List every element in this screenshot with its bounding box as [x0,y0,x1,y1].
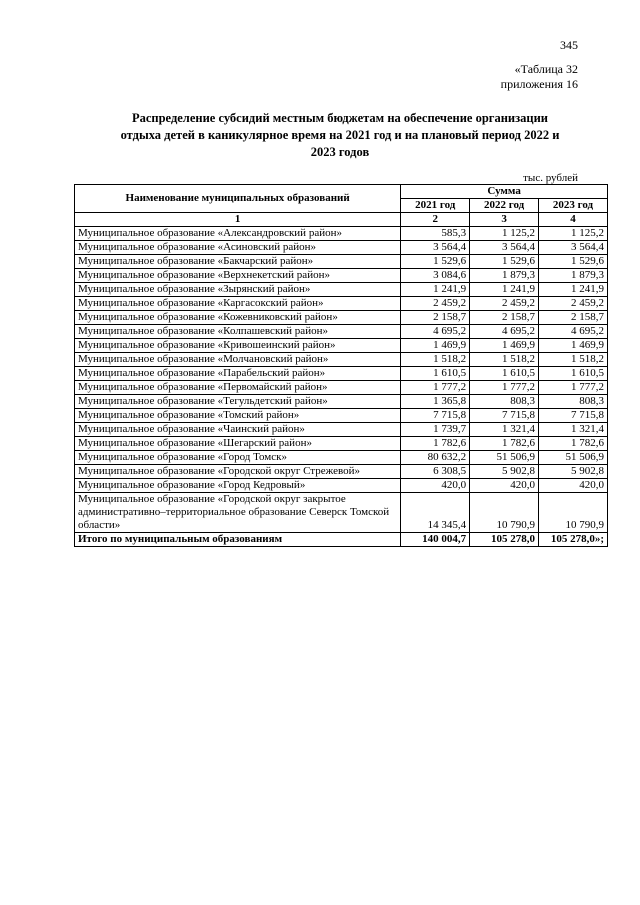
value-2021: 6 308,5 [401,465,470,479]
table-row [75,395,608,409]
value-2022: 4 695,2 [470,325,539,339]
value-2021: 1 777,2 [401,381,470,395]
value-2022: 2 459,2 [470,297,539,311]
value-2021: 1 782,6 [401,437,470,451]
municipality-name: Муниципальное образование «Бакчарский район» [75,255,401,269]
value-2023: 420,0 [539,479,608,493]
value-2022: 1 241,9 [470,283,539,297]
table-reference-line-1: «Таблица 32 [514,62,578,76]
value-2021: 1 610,5 [401,367,470,381]
table-row [75,339,608,353]
value-2021: 1 365,8 [401,395,470,409]
value-2023: 808,3 [539,395,608,409]
header-2021: 2021 год [401,199,470,213]
value-2021: 1 469,9 [401,339,470,353]
municipality-name: Муниципальное образование «Городской округ закрытое административно–территориальное образование Северск Томской области» [75,493,401,533]
value-2021: 7 715,8 [401,409,470,423]
value-2022: 1 529,6 [470,255,539,269]
total-2022: 105 278,0 [470,533,539,547]
table-row [75,353,608,367]
value-2022: 10 790,9 [470,493,539,533]
table-row [75,437,608,451]
table-row [75,409,608,423]
table-row [75,367,608,381]
value-2022: 7 715,8 [470,409,539,423]
municipality-name: Муниципальное образование «Верхнекетский район» [75,269,401,283]
municipality-name: Муниципальное образование «Каргасокский район» [75,297,401,311]
value-2022: 2 158,7 [470,311,539,325]
value-2022: 1 610,5 [470,367,539,381]
municipality-name: Муниципальное образование «Город Томск» [75,451,401,465]
value-2021: 14 345,4 [401,493,470,533]
value-2021: 4 695,2 [401,325,470,339]
table-row [75,451,608,465]
value-2023: 1 518,2 [539,353,608,367]
table-row [75,297,608,311]
column-index: 2 [401,213,470,227]
table-row [75,493,608,533]
table-row [75,311,608,325]
value-2021: 80 632,2 [401,451,470,465]
value-2021: 420,0 [401,479,470,493]
value-2022: 1 125,2 [470,227,539,241]
value-2021: 1 518,2 [401,353,470,367]
value-2022: 1 469,9 [470,339,539,353]
value-2021: 2 459,2 [401,297,470,311]
value-2022: 1 879,3 [470,269,539,283]
title-line-3: 2023 годов [310,145,370,159]
municipality-name: Муниципальное образование «Шегарский район» [75,437,401,451]
value-2022: 3 564,4 [470,241,539,255]
municipality-name: Муниципальное образование «Колпашевский район» [75,325,401,339]
municipality-name: Муниципальное образование «Чаинский район» [75,423,401,437]
municipality-name: Муниципальное образование «Тегульдетский район» [75,395,401,409]
municipality-name: Муниципальное образование «Первомайский район» [75,381,401,395]
table-row [75,269,608,283]
value-2023: 2 459,2 [539,297,608,311]
title-line-1: Распределение субсидий местным бюджетам на обеспечение организации [131,111,549,125]
value-2021: 1 739,7 [401,423,470,437]
value-2022: 1 518,2 [470,353,539,367]
table-reference-line-2: приложения 16 [500,77,578,91]
total-row [75,533,608,547]
table-row [75,241,608,255]
column-index-row [75,213,608,227]
header-2022: 2022 год [470,199,539,213]
value-2023: 1 321,4 [539,423,608,437]
table-row [75,325,608,339]
value-2022: 1 321,4 [470,423,539,437]
document-title [80,110,600,161]
table-reference [501,62,578,92]
value-2023: 1 777,2 [539,381,608,395]
total-2021: 140 004,7 [401,533,470,547]
municipality-name: Муниципальное образование «Александровский район» [75,227,401,241]
table-row [75,423,608,437]
table-row [75,227,608,241]
subsidy-table [74,184,608,547]
total-2023: 105 278,0»; [539,533,608,547]
municipality-name: Муниципальное образование «Кожевниковский район» [75,311,401,325]
page-number: 345 [560,38,578,52]
value-2021: 3 564,4 [401,241,470,255]
municipality-name: Муниципальное образование «Зырянский район» [75,283,401,297]
value-2021: 585,3 [401,227,470,241]
column-index: 1 [75,213,401,227]
unit-label: тыс. рублей [523,172,578,184]
municipality-name: Муниципальное образование «Асиновский район» [75,241,401,255]
value-2023: 10 790,9 [539,493,608,533]
municipality-name: Муниципальное образование «Томский район» [75,409,401,423]
header-name: Наименование муниципальных образований [75,185,401,213]
table-row [75,283,608,297]
total-label: Итого по муниципальным образованиям [75,533,401,547]
value-2023: 1 241,9 [539,283,608,297]
value-2023: 51 506,9 [539,451,608,465]
value-2023: 1 610,5 [539,367,608,381]
municipality-name: Муниципальное образование «Город Кедровый» [75,479,401,493]
table-row [75,255,608,269]
municipality-name: Муниципальное образование «Молчановский район» [75,353,401,367]
value-2022: 1 782,6 [470,437,539,451]
table-row [75,479,608,493]
value-2023: 4 695,2 [539,325,608,339]
value-2023: 7 715,8 [539,409,608,423]
table-row [75,381,608,395]
municipality-name: Муниципальное образование «Городской округ Стрежевой» [75,465,401,479]
column-index: 3 [470,213,539,227]
value-2023: 3 564,4 [539,241,608,255]
value-2022: 808,3 [470,395,539,409]
value-2023: 2 158,7 [539,311,608,325]
value-2022: 420,0 [470,479,539,493]
value-2023: 5 902,8 [539,465,608,479]
municipality-name: Муниципальное образование «Кривошеинский район» [75,339,401,353]
header-2023: 2023 год [539,199,608,213]
table-row [75,465,608,479]
title-line-2: отдыха детей в каникулярное время на 2021 год и на плановый период 2022 и [120,128,560,142]
column-index: 4 [539,213,608,227]
value-2023: 1 125,2 [539,227,608,241]
value-2022: 1 777,2 [470,381,539,395]
value-2023: 1 529,6 [539,255,608,269]
value-2021: 1 529,6 [401,255,470,269]
value-2023: 1 782,6 [539,437,608,451]
value-2021: 2 158,7 [401,311,470,325]
header-sum: Сумма [401,185,608,199]
value-2021: 3 084,6 [401,269,470,283]
value-2022: 5 902,8 [470,465,539,479]
value-2023: 1 469,9 [539,339,608,353]
municipality-name: Муниципальное образование «Парабельский район» [75,367,401,381]
value-2023: 1 879,3 [539,269,608,283]
value-2021: 1 241,9 [401,283,470,297]
value-2022: 51 506,9 [470,451,539,465]
